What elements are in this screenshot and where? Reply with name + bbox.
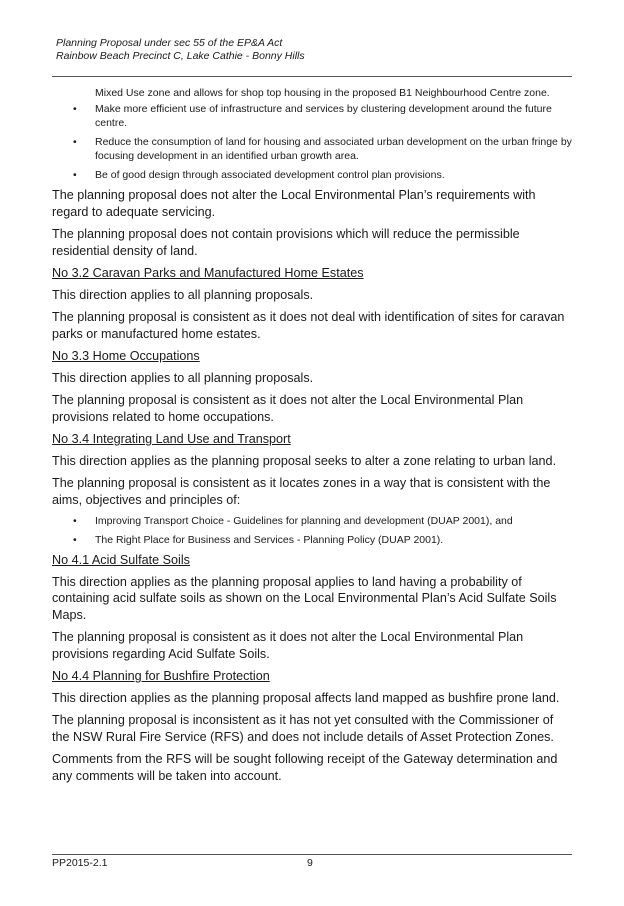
paragraph: Comments from the RFS will be sought following receipt of the Gateway determination and any comments will be taken into account.: [52, 752, 558, 783]
bullet-continuation: Mixed Use zone and allows for shop top housing in the proposed B1 Neighbourhood Centre zone.: [95, 87, 550, 99]
paragraph: The planning proposal is consistent as it does not deal with identification of sites for caravan parks or manufactured home estates.: [52, 310, 565, 341]
section-heading-3-2: No 3.2 Caravan Parks and Manufactured Home Estates: [52, 266, 364, 280]
bullet-text: Be of good design through associated development control plan provisions.: [95, 169, 445, 181]
paragraph: The planning proposal is consistent as it does not alter the Local Environmental Plan provisions related to home occupations.: [52, 393, 524, 424]
footer-rule: [52, 854, 572, 855]
bullet-item: [52, 533, 574, 547]
section-heading-4-4: No 4.4 Planning for Bushfire Protection: [52, 669, 270, 683]
paragraph: The planning proposal is consistent as it locates zones in a way that is consistent with the aims, objectives and principles of:: [52, 476, 551, 507]
bullet-item: [52, 168, 574, 182]
header-line-1: Planning Proposal under sec 55 of the EP&A Act: [56, 37, 283, 49]
header-rule: [52, 76, 572, 77]
paragraph: This direction applies as the planning proposal affects land mapped as bushfire prone land.: [52, 690, 560, 705]
bullet-text: Improving Transport Choice - Guidelines for planning and development (DUAP 2001), and: [95, 515, 513, 527]
paragraph: The planning proposal does not alter the Local Environmental Plan’s requirements with regard to adequate servicing.: [52, 188, 536, 219]
page-number: 9: [307, 857, 313, 869]
body-content: [52, 86, 574, 790]
paragraph: The planning proposal does not contain provisions which will reduce the permissible residential density of land.: [52, 227, 520, 258]
paragraph: This direction applies to all planning proposals.: [52, 370, 314, 385]
paragraph: This direction applies to all planning proposals.: [52, 287, 314, 302]
bullet-icon: •: [73, 103, 77, 115]
bullet-icon: •: [73, 136, 77, 148]
bullet-item: [52, 135, 574, 163]
bullet-icon: •: [73, 169, 77, 181]
bullet-icon: •: [73, 515, 77, 527]
bullet-text: The Right Place for Business and Services - Planning Policy (DUAP 2001).: [95, 534, 444, 546]
paragraph: The planning proposal is inconsistent as it has not yet consulted with the Commissioner of the NSW Rural Fire Service (RFS) and does not include details of Asset Protection Zones.: [52, 713, 554, 744]
running-header: [56, 37, 576, 63]
bullet-list-objectives: [52, 102, 574, 182]
bullet-text: Reduce the consumption of land for housing and associated urban development on the urban fringe by focusing development in an identified urban growth area.: [95, 136, 572, 162]
bullet-item: [52, 514, 574, 528]
header-line-2: Rainbow Beach Precinct C, Lake Cathie - Bonny Hills: [56, 50, 305, 62]
paragraph: This direction applies as the planning proposal applies to land having a probability of containing acid sulfate soils as shown on the Local Environmental Plan’s Acid Sulfate Soils Maps.: [52, 574, 557, 622]
paragraph: This direction applies as the planning proposal seeks to alter a zone relating to urban land.: [52, 453, 557, 468]
section-heading-4-1: No 4.1 Acid Sulfate Soils: [52, 553, 190, 567]
footer-doc-id: PP2015-2.1: [52, 857, 108, 869]
section-heading-3-3: No 3.3 Home Occupations: [52, 349, 200, 363]
bullet-icon: •: [73, 534, 77, 546]
paragraph: The planning proposal is consistent as it does not alter the Local Environmental Plan provisions regarding Acid Sulfate Soils.: [52, 630, 524, 661]
bullet-item: [52, 102, 574, 130]
bullet-list-guidelines: [52, 514, 574, 547]
section-heading-3-4: No 3.4 Integrating Land Use and Transport: [52, 432, 291, 446]
bullet-text: Make more efficient use of infrastructure and services by clustering development around the future centre.: [95, 103, 552, 129]
